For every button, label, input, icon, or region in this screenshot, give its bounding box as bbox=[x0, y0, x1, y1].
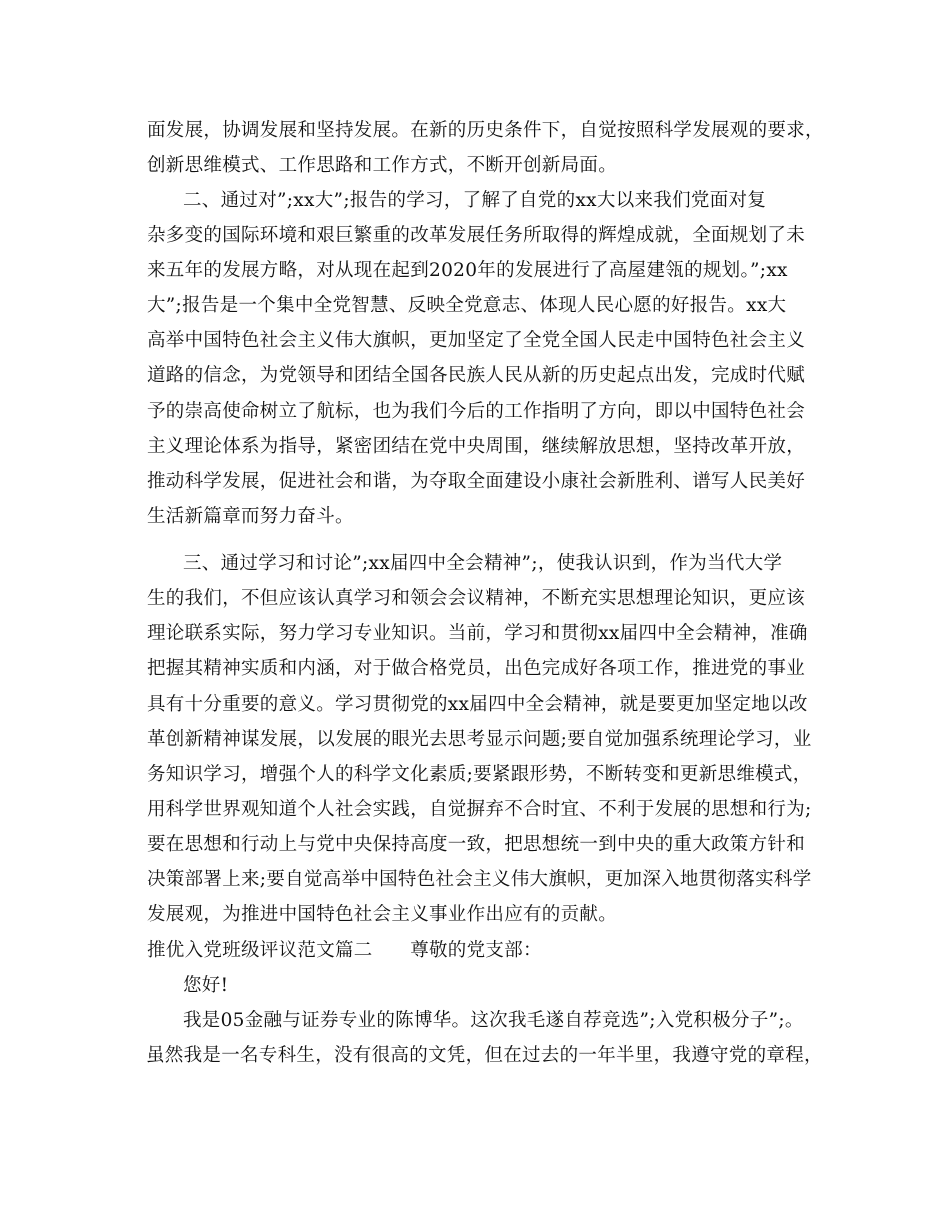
text-line: 虽然我是一名专科生，没有很高的文凭，但在过去的一年半里，我遵守党的章程， bbox=[146, 1045, 823, 1066]
text-line: 理论联系实际，努力学习专业知识。当前，学习和贯彻xx届四中全会精神，准确 bbox=[147, 623, 808, 644]
text-line: 生的我们，不但应该认真学习和领会会议精神，不断充实思想理论知识，更应该 bbox=[147, 588, 806, 609]
text-line: 革创新精神谋发展，以发展的眼光去思考显示问题;要自觉加强系统理论学习，业 bbox=[147, 729, 812, 750]
text-line: 来五年的发展方略，对从现在起到2020年的发展进行了高屋建瓴的规划。”;xx bbox=[147, 260, 788, 281]
text-line: 要在思想和行动上与党中央保持高度一致，把思想统一到中央的重大政策方针和 bbox=[147, 834, 806, 855]
text-line: 用科学世界观知道个人社会实践，自觉摒弃不合时宜、不利于发展的思想和行为; bbox=[147, 799, 812, 820]
text-line: 面发展，协调发展和坚持发展。在新的历史条件下，自觉按照科学发展观的要求， bbox=[147, 120, 824, 141]
greeting: 您好! bbox=[183, 975, 229, 996]
text-line: 高举中国特色社会主义伟大旗帜，更加坚定了全党全国人民走中国特色社会主义 bbox=[147, 330, 806, 351]
text-line: 决策部署上来;要自觉高举中国特色社会主义伟大旗帜，更加深入地贯彻落实科学 bbox=[147, 869, 812, 890]
text-line: 主义理论体系为指导，紧密团结在党中央周围，继续解放思想，坚持改革开放， bbox=[147, 436, 806, 457]
text-line: 发展观，为推进中国特色社会主义事业作出应有的贡献。 bbox=[147, 904, 618, 925]
paragraph-two-start: 二、通过对”;xx大”;报告的学习，了解了自党的xx大以来我们党面对复 bbox=[183, 190, 767, 211]
text-line: 生活新篇章而努力奋斗。 bbox=[147, 506, 354, 527]
text-line: 大”;报告是一个集中全党智慧、反映全党意志、体现人民心愿的好报告。xx大 bbox=[147, 295, 787, 316]
text-line: 务知识学习，增强个人的科学文化素质;要紧跟形势，不断转变和更新思维模式， bbox=[147, 764, 812, 785]
letter-paragraph-start: 我是05金融与证券专业的陈博华。这次我毛遂自荐竞选”;入党积极分子”;。 bbox=[183, 1010, 804, 1031]
text-line: 道路的信念，为党领导和团结全国各民族人民从新的历史起点出发，完成时代赋 bbox=[147, 365, 806, 386]
paragraph-three-start: 三、通过学习和讨论”;xx届四中全会精神”;，使我认识到，作为当代大学 bbox=[183, 553, 783, 574]
text-line: 予的崇高使命树立了航标，也为我们今后的工作指明了方向，即以中国特色社会 bbox=[147, 401, 806, 422]
text-line: 创新思维模式、工作思路和工作方式，不断开创新局面。 bbox=[147, 155, 618, 176]
text-line: 具有十分重要的意义。学习贯彻党的xx届四中全会精神，就是要更加坚定地以改 bbox=[147, 694, 808, 715]
section-heading: 推优入党班级评议范文篇二 尊敬的党支部： bbox=[147, 940, 542, 961]
text-line: 杂多变的国际环境和艰巨繁重的改革发展任务所取得的辉煌成就，全面规划了未 bbox=[147, 225, 806, 246]
text-line: 推动科学发展，促进社会和谐，为夺取全面建设小康社会新胜利、谱写人民美好 bbox=[147, 471, 806, 492]
text-line: 把握其精神实质和内涵，对于做合格党员，出色完成好各项工作，推进党的事业 bbox=[147, 658, 806, 679]
